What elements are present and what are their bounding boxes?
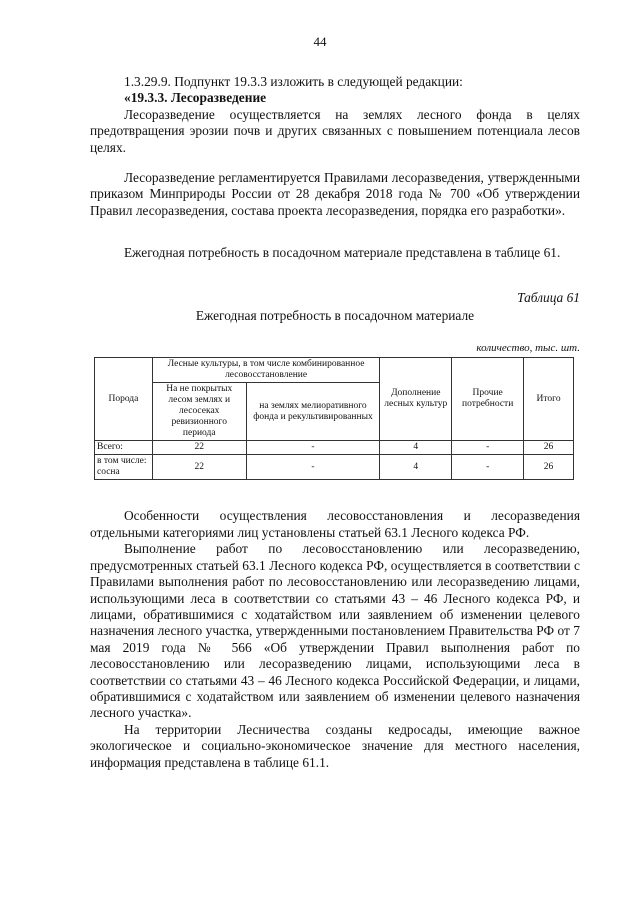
table-cell: - [246,455,380,480]
table-cell: 4 [380,455,452,480]
document-body [90,74,580,771]
paragraph-2: Лесоразведение регламентируется Правилами лесоразведения, утвержденными приказом Минприроды России от 28 декабря 2018 года № 700 «Об утверждении Правил лесоразведения, состава проекта лесоразведения, порядка его разработки». [90,170,580,218]
header-total: Итого [524,358,574,441]
header-supplement: Дополнение лесных культур [380,358,452,441]
table-row [95,455,574,480]
paragraph-1: Лесоразведение осуществляется на землях лесного фонда в целях предотвращения эрозии почв и других связанных с повышением потенциала лесов целях. [90,106,580,155]
table-caption: Ежегодная потребность в посадочном материале [195,308,475,324]
header-other: Прочие потребности [452,358,524,441]
header-species: Порода [95,358,153,441]
table-cell: 4 [380,441,452,455]
table-unit: количество, тыс. шт. [476,342,580,355]
header-forest-cultures: Лесные культуры, в том числе комбинированное лесовосстановление [152,358,379,383]
table-cell: - [246,441,380,455]
table-cell: 22 [152,455,246,480]
table-cell: 26 [524,455,574,480]
clause-heading: 1.3.29.9. Подпункт 19.3.3 изложить в следующей редакции: [124,74,463,89]
table-row [95,441,574,455]
table-cell: 22 [152,441,246,455]
section-title: «19.3.3. Лесоразведение [124,90,267,106]
table-header-row [95,358,574,383]
header-reclamation: на землях мелиоративного фонда и рекультивированных [246,383,380,441]
planting-material-table [94,357,574,480]
row-label: в том числе: сосна [95,455,153,480]
table-label: Таблица 61 [517,289,580,305]
paragraph-5: Выполнение работ по лесовосстановлению или лесоразведению, предусмотренных статьей 63.1 Лесного кодекса РФ, осуществляется в соответствии с Правилами выполнения работ по лесовосстановлению или лесоразведению лицами, использующими леса в соответствии со статьями 43 – 46 Лесного кодекса РФ, и лицами, обратившимися с ходатайством или заявлением об изменении целевого назначения лесного участка, утвержденными постановлением Правительства РФ от 7 мая 2019 года № 566 «Об утверждении Правил выполнения работ по лесовосстановлению или лесоразведению лицами, использующими леса в соответствии со статьями 43 – 46 Лесного кодекса Российской Федерации, и лицами, обратившимися с ходатайством или заявлением об изменении целевого назначения лесного участка». [90,541,580,721]
table-cell: 26 [524,441,574,455]
row-label: Всего: [95,441,153,455]
paragraph-4: Особенности осуществления лесовосстановления и лесоразведения отдельными категориями лиц установлены статьей 63.1 Лесного кодекса РФ. [90,508,580,540]
table-cell: - [452,455,524,480]
table-cell: - [452,441,524,455]
page-number: 44 [313,34,327,49]
header-unforested: На не покрытых лесом землях и лесосеках ревизионного периода [152,383,246,441]
paragraph-6: На территории Лесничества созданы кедросады, имеющие важное экологическое и социально-экономическое значение для местного населения, информация представлена в таблице 61.1. [90,721,580,770]
paragraph-3: Ежегодная потребность в посадочном материале представлена в таблице 61. [124,245,561,261]
